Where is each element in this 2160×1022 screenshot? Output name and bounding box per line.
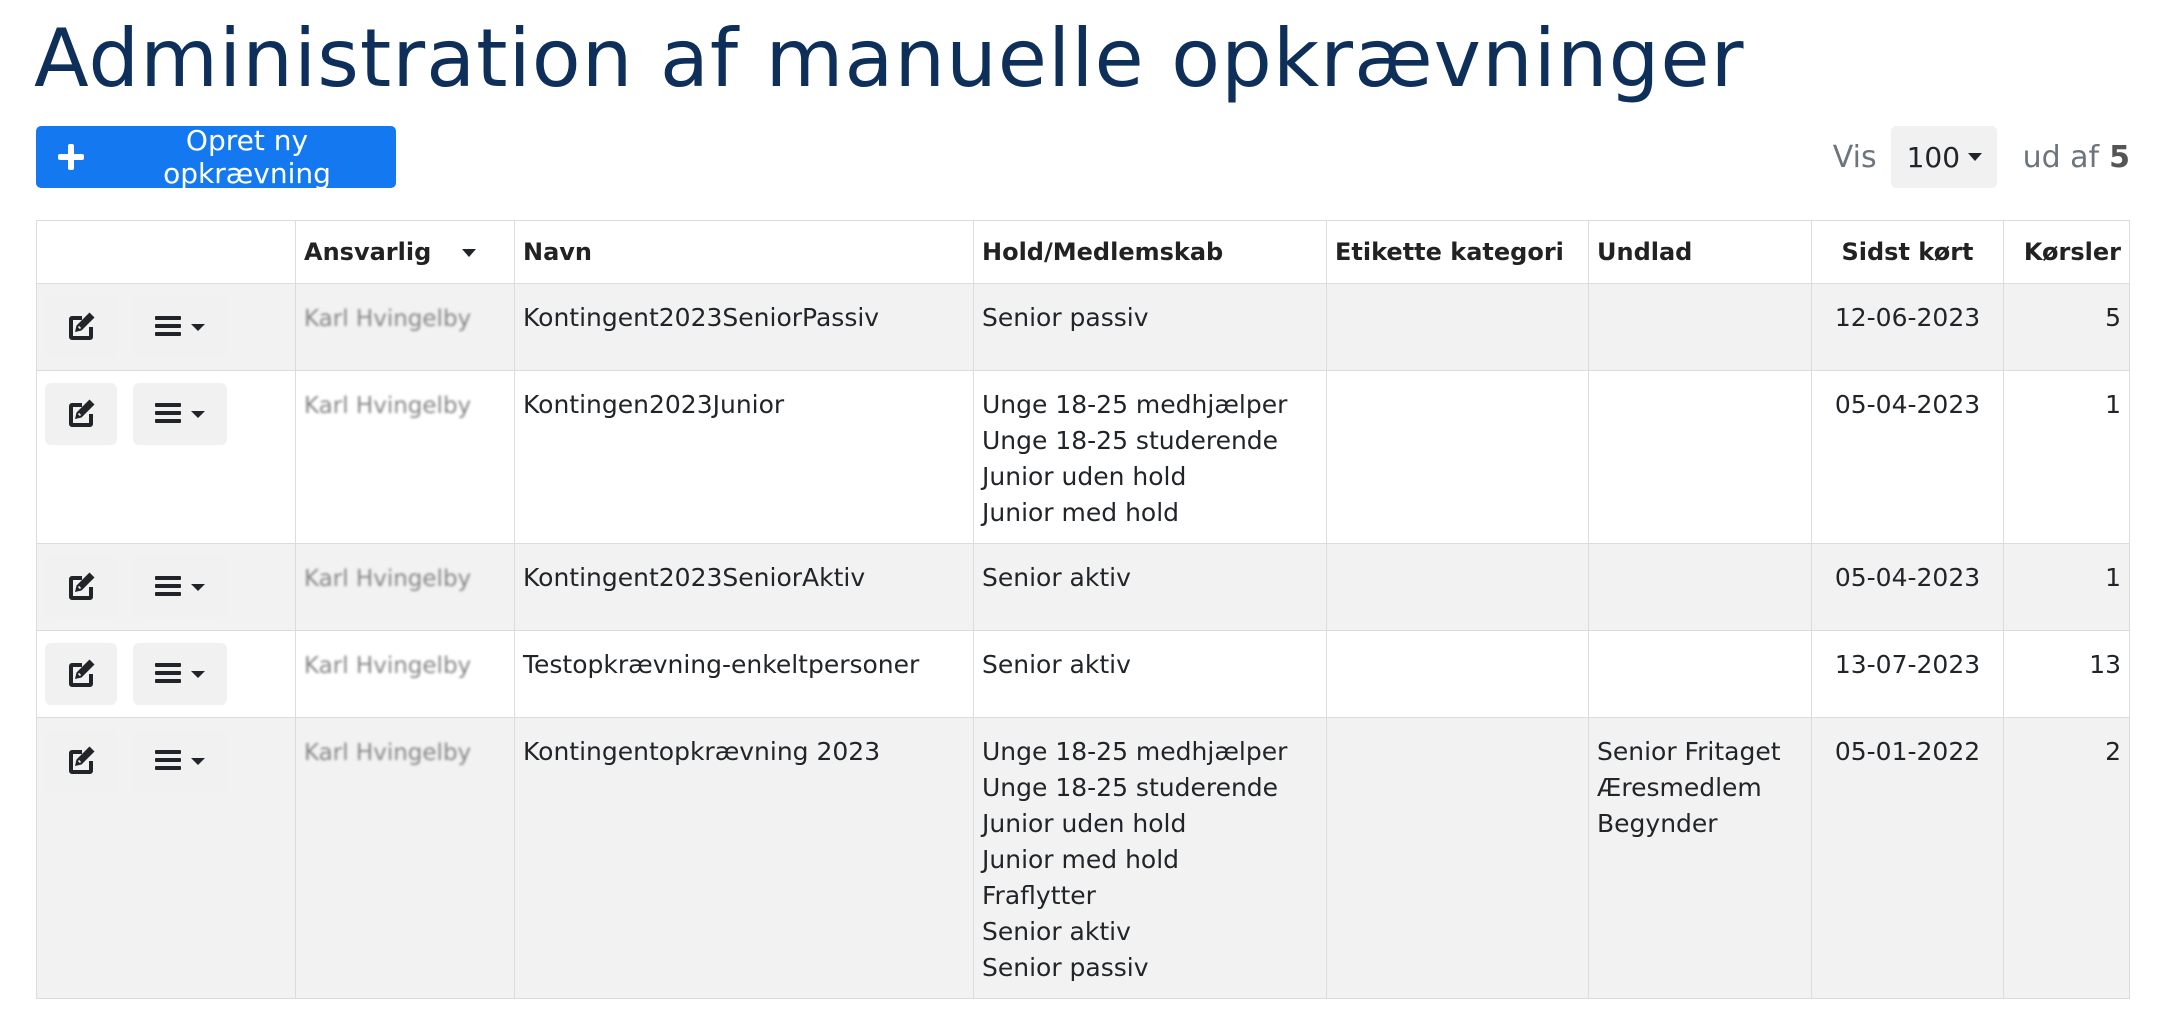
edit-button[interactable]: [45, 643, 117, 705]
cell-undlad: [1589, 631, 1812, 718]
edit-button[interactable]: [45, 383, 117, 445]
row-actions: [37, 718, 296, 999]
cell-hold-line: Unge 18-25 medhjælper: [982, 390, 1288, 419]
sort-desc-icon[interactable]: [462, 249, 476, 257]
cell-navn: [515, 544, 974, 631]
header-hold[interactable]: Hold/Medlemskab: [974, 221, 1327, 284]
header-etikette[interactable]: Etikette kategori: [1327, 221, 1589, 284]
cell-koersler-text: 13: [2089, 650, 2121, 679]
cell-navn-text: Testopkrævning-enkeltpersoner: [523, 650, 920, 679]
cell-hold-line: Fraflytter: [982, 881, 1096, 910]
caret-down-icon: [1968, 153, 1982, 161]
cell-ansvarlig: [296, 544, 515, 631]
cell-navn: [515, 718, 974, 999]
row-actions-group: [45, 643, 287, 705]
cell-navn-text: Kontingent2023SeniorAktiv: [523, 563, 866, 592]
header-sidst-koert[interactable]: Sidst kørt: [1812, 221, 2004, 284]
cell-sidst-koert-text: 12-06-2023: [1834, 303, 1981, 332]
cell-ansvarlig-text: Karl Hvingelby: [304, 393, 472, 419]
row-menu-button[interactable]: [133, 296, 227, 358]
table-row[interactable]: [37, 371, 2130, 544]
edit-icon: [65, 657, 97, 692]
row-actions-group: [45, 383, 287, 445]
cell-hold-line: Senior aktiv: [982, 917, 1131, 946]
table-body: [37, 284, 2130, 999]
cell-ansvarlig: [296, 284, 515, 371]
cell-navn: [515, 284, 974, 371]
cell-ansvarlig-text: Karl Hvingelby: [304, 566, 472, 592]
table-row[interactable]: [37, 631, 2130, 718]
row-actions: [37, 284, 296, 371]
cell-koersler-text: 2: [2105, 737, 2121, 766]
caret-down-icon: [191, 671, 205, 678]
cell-navn-text: Kontingentopkrævning 2023: [523, 737, 881, 766]
page-size-select[interactable]: [1891, 126, 1997, 188]
cell-navn: [515, 631, 974, 718]
row-actions-group: [45, 730, 287, 792]
row-menu-button[interactable]: [133, 383, 227, 445]
hamburger-icon: [155, 401, 183, 428]
row-menu-button[interactable]: [133, 556, 227, 618]
cell-etikette: [1327, 371, 1589, 544]
cell-koersler: [2004, 631, 2130, 718]
cell-koersler-text: 5: [2105, 303, 2121, 332]
hamburger-icon: [155, 748, 183, 775]
cell-navn: [515, 371, 974, 544]
cell-koersler: [2004, 718, 2130, 999]
cell-koersler-text: 1: [2105, 563, 2121, 592]
cell-koersler: [2004, 371, 2130, 544]
cell-hold-line: Unge 18-25 studerende: [982, 773, 1279, 802]
cell-etikette: [1327, 284, 1589, 371]
cell-hold-line: Junior uden hold: [982, 809, 1187, 838]
row-menu-button[interactable]: [133, 730, 227, 792]
cell-etikette: [1327, 544, 1589, 631]
caret-down-icon: [191, 584, 205, 591]
cell-hold-line: Unge 18-25 medhjælper: [982, 737, 1288, 766]
cell-hold: [974, 631, 1327, 718]
edit-button[interactable]: [45, 730, 117, 792]
cell-undlad-line: Begynder: [1597, 809, 1718, 838]
cell-hold: [974, 544, 1327, 631]
cell-hold-line: Junior med hold: [982, 498, 1180, 527]
table-row[interactable]: [37, 544, 2130, 631]
caret-down-icon: [191, 411, 205, 418]
cell-undlad: [1589, 371, 1812, 544]
row-actions: [37, 544, 296, 631]
cell-ansvarlig: [296, 718, 515, 999]
cell-sidst-koert-text: 05-04-2023: [1834, 390, 1981, 419]
cell-sidst-koert-text: 13-07-2023: [1834, 650, 1981, 679]
header-koersler[interactable]: Kørsler: [2004, 221, 2130, 284]
cell-hold-line: Junior med hold: [982, 845, 1180, 874]
plus-icon: [56, 142, 86, 172]
cell-undlad-line: Senior Fritaget: [1597, 737, 1781, 766]
hamburger-icon: [155, 574, 183, 601]
table-row[interactable]: [37, 718, 2130, 999]
cell-koersler: [2004, 284, 2130, 371]
cell-sidst-koert: [1812, 284, 2004, 371]
row-actions: [37, 371, 296, 544]
cell-navn-text: Kontingent2023SeniorPassiv: [523, 303, 880, 332]
cell-etikette: [1327, 631, 1589, 718]
cell-sidst-koert-text: 05-01-2022: [1834, 737, 1981, 766]
page-title: Administration af manuelle opkrævninger: [34, 12, 1745, 105]
cell-hold-line: Senior aktiv: [982, 650, 1131, 679]
cell-ansvarlig-text: Karl Hvingelby: [304, 653, 472, 679]
cell-hold: [974, 718, 1327, 999]
header-navn[interactable]: Navn: [515, 221, 974, 284]
header-ansvarlig-label: Ansvarlig: [304, 238, 432, 266]
of-label: ud af: [2022, 139, 2100, 175]
cell-sidst-koert-text: 05-04-2023: [1834, 563, 1981, 592]
table-row[interactable]: [37, 284, 2130, 371]
cell-ansvarlig: [296, 631, 515, 718]
caret-down-icon: [191, 758, 205, 765]
cell-koersler: [2004, 544, 2130, 631]
cell-sidst-koert: [1812, 371, 2004, 544]
page-size-value: 100: [1906, 140, 1961, 174]
cell-hold-line: Unge 18-25 studerende: [982, 426, 1279, 455]
caret-down-icon: [191, 324, 205, 331]
edit-button[interactable]: [45, 296, 117, 358]
cell-undlad: [1589, 718, 1812, 999]
edit-button[interactable]: [45, 556, 117, 618]
cell-koersler-text: 1: [2105, 390, 2121, 419]
cell-etikette: [1327, 718, 1589, 999]
cell-navn-text: Kontingen2023Junior: [523, 390, 785, 419]
cell-ansvarlig-text: Karl Hvingelby: [304, 740, 472, 766]
header-actions: [37, 221, 296, 284]
pager: [1833, 126, 2130, 188]
cell-hold: [974, 284, 1327, 371]
create-charge-button[interactable]: [36, 126, 396, 188]
header-ansvarlig[interactable]: [296, 221, 515, 284]
cell-hold-line: Junior uden hold: [982, 462, 1187, 491]
header-undlad[interactable]: Undlad: [1589, 221, 1812, 284]
cell-undlad: [1589, 284, 1812, 371]
cell-sidst-koert: [1812, 631, 2004, 718]
edit-icon: [65, 744, 97, 779]
cell-sidst-koert: [1812, 718, 2004, 999]
vis-label: Vis: [1832, 139, 1877, 175]
cell-undlad-line: Æresmedlem: [1597, 773, 1762, 802]
hamburger-icon: [155, 314, 183, 341]
charges-table: [36, 220, 2130, 999]
create-charge-label: Opret ny opkrævning: [163, 124, 331, 190]
edit-icon: [65, 310, 97, 345]
cell-ansvarlig: [296, 371, 515, 544]
cell-hold-line: Senior passiv: [982, 303, 1149, 332]
row-actions-group: [45, 296, 287, 358]
hamburger-icon: [155, 661, 183, 688]
row-menu-button[interactable]: [133, 643, 227, 705]
cell-hold-line: Senior aktiv: [982, 563, 1131, 592]
cell-undlad: [1589, 544, 1812, 631]
cell-ansvarlig-text: Karl Hvingelby: [304, 306, 472, 332]
edit-icon: [65, 397, 97, 432]
total-count: 5: [2109, 139, 2130, 175]
edit-icon: [65, 570, 97, 605]
cell-sidst-koert: [1812, 544, 2004, 631]
row-actions-group: [45, 556, 287, 618]
table-header-row: [37, 221, 2130, 284]
row-actions: [37, 631, 296, 718]
cell-hold-line: Senior passiv: [982, 953, 1149, 982]
cell-hold: [974, 371, 1327, 544]
